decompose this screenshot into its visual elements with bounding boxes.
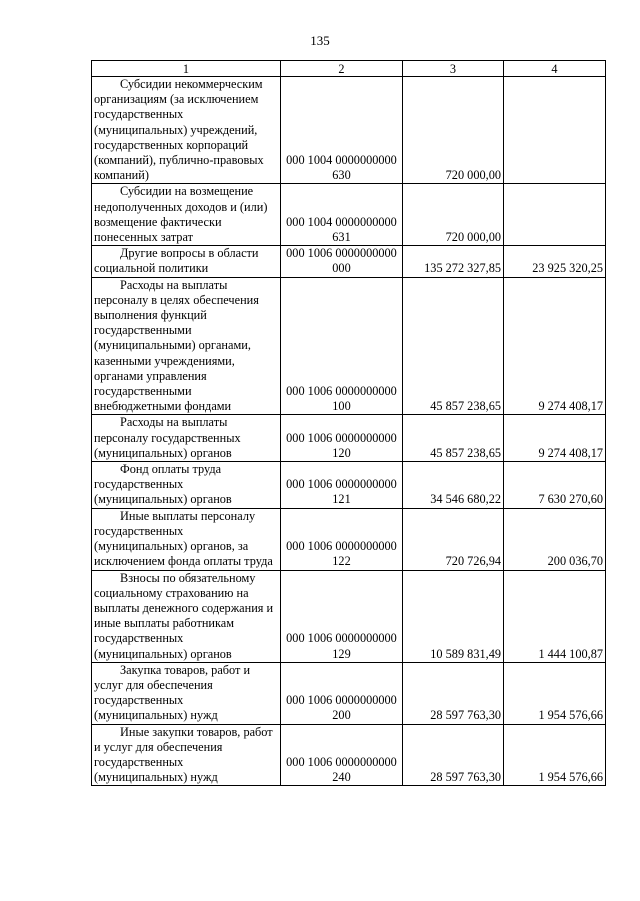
table-row bbox=[92, 508, 606, 570]
table-row bbox=[92, 415, 606, 462]
row-value-col4: 1 954 576,66 bbox=[504, 724, 606, 786]
row-name: Субсидии на возмещение недополученных доходов и (или) возмещение фактически понесенных затрат bbox=[94, 184, 268, 245]
row-code-line1: 000 1006 0000000000 bbox=[286, 384, 397, 399]
row-name: Расходы на выплаты персоналу в целях обеспечения выполнения функций государственными (муниципальными) органами, казенными учреждениями, органами управления государственными внебюджетными фондами bbox=[94, 277, 259, 414]
row-value-col3: 10 589 831,49 bbox=[403, 570, 504, 662]
row-code-line2: 129 bbox=[332, 646, 351, 661]
header-cell-4: 4 bbox=[504, 61, 606, 77]
row-name: Закупка товаров, работ и услуг для обеспечения государственных (муниципальных) нужд bbox=[94, 662, 251, 723]
row-value-col3: 720 000,00 bbox=[403, 184, 504, 246]
row-value-col4: 9 274 408,17 bbox=[504, 277, 606, 415]
table-row bbox=[92, 77, 606, 184]
header-cell-2: 2 bbox=[281, 61, 403, 77]
row-code-line1: 000 1006 0000000000 bbox=[286, 477, 397, 492]
row-code-line2: 200 bbox=[332, 708, 351, 723]
row-name: Взносы по обязательному социальному страхованию на выплаты денежного содержания и иные выплаты работникам государственных (муниципальных) органов bbox=[94, 570, 274, 661]
table-header-row bbox=[92, 61, 606, 77]
row-code-line1: 000 1006 0000000000 bbox=[286, 246, 397, 261]
row-code-line1: 000 1006 0000000000 bbox=[286, 539, 397, 554]
row-code-line2: 630 bbox=[332, 168, 351, 183]
row-code-line2: 631 bbox=[332, 230, 351, 245]
row-code-line1: 000 1006 0000000000 bbox=[286, 430, 397, 445]
table-row bbox=[92, 662, 606, 724]
row-code-line1: 000 1006 0000000000 bbox=[286, 754, 397, 769]
row-value-col3: 720 726,94 bbox=[403, 508, 504, 570]
budget-table bbox=[91, 60, 606, 786]
row-value-col3: 45 857 238,65 bbox=[403, 415, 504, 462]
row-name: Расходы на выплаты персоналу государственных (муниципальных) органов bbox=[94, 415, 241, 460]
row-value-col4 bbox=[504, 184, 606, 246]
row-name: Другие вопросы в области социальной политики bbox=[94, 246, 259, 276]
row-code-line2: 100 bbox=[332, 399, 351, 414]
row-value-col4: 1 954 576,66 bbox=[504, 662, 606, 724]
row-value-col4: 9 274 408,17 bbox=[504, 415, 606, 462]
row-value-col4: 200 036,70 bbox=[504, 508, 606, 570]
row-value-col3: 28 597 763,30 bbox=[403, 662, 504, 724]
row-code-line1: 000 1006 0000000000 bbox=[286, 631, 397, 646]
row-name: Иные закупки товаров, работ и услуг для обеспечения государственных (муниципальных) нужд bbox=[94, 724, 273, 785]
row-value-col4: 7 630 270,60 bbox=[504, 462, 606, 509]
row-value-col4: 23 925 320,25 bbox=[504, 246, 606, 277]
row-code-line2: 240 bbox=[332, 770, 351, 785]
row-code-line2: 121 bbox=[332, 492, 351, 507]
row-value-col3: 135 272 327,85 bbox=[403, 246, 504, 277]
row-value-col4: 1 444 100,87 bbox=[504, 570, 606, 662]
row-code-line2: 000 bbox=[332, 261, 351, 276]
header-cell-3: 3 bbox=[403, 61, 504, 77]
row-code-line1: 000 1004 0000000000 bbox=[286, 153, 397, 168]
row-value-col3: 34 546 680,22 bbox=[403, 462, 504, 509]
table-row bbox=[92, 277, 606, 415]
row-code-line2: 120 bbox=[332, 445, 351, 460]
table-row bbox=[92, 184, 606, 246]
row-name: Фонд оплаты труда государственных (муниципальных) органов bbox=[94, 462, 232, 507]
row-name: Иные выплаты персоналу государственных (муниципальных) органов, за исключением фонда оплаты труда bbox=[94, 508, 273, 569]
row-name: Субсидии некоммерческим организациям (за исключением государственных (муниципальных) учреждений, государственных корпораций (компаний), публично-правовых компаний) bbox=[94, 77, 264, 183]
row-value-col4 bbox=[504, 77, 606, 184]
row-value-col3: 720 000,00 bbox=[403, 77, 504, 184]
page-number: 135 bbox=[310, 33, 330, 48]
table-row bbox=[92, 462, 606, 509]
row-code-line1: 000 1006 0000000000 bbox=[286, 693, 397, 708]
table-row bbox=[92, 246, 606, 277]
row-code-line2: 122 bbox=[332, 554, 351, 569]
header-cell-1: 1 bbox=[92, 61, 281, 77]
row-value-col3: 45 857 238,65 bbox=[403, 277, 504, 415]
table-row bbox=[92, 570, 606, 662]
table-row bbox=[92, 724, 606, 786]
row-code-line1: 000 1004 0000000000 bbox=[286, 214, 397, 229]
row-value-col3: 28 597 763,30 bbox=[403, 724, 504, 786]
